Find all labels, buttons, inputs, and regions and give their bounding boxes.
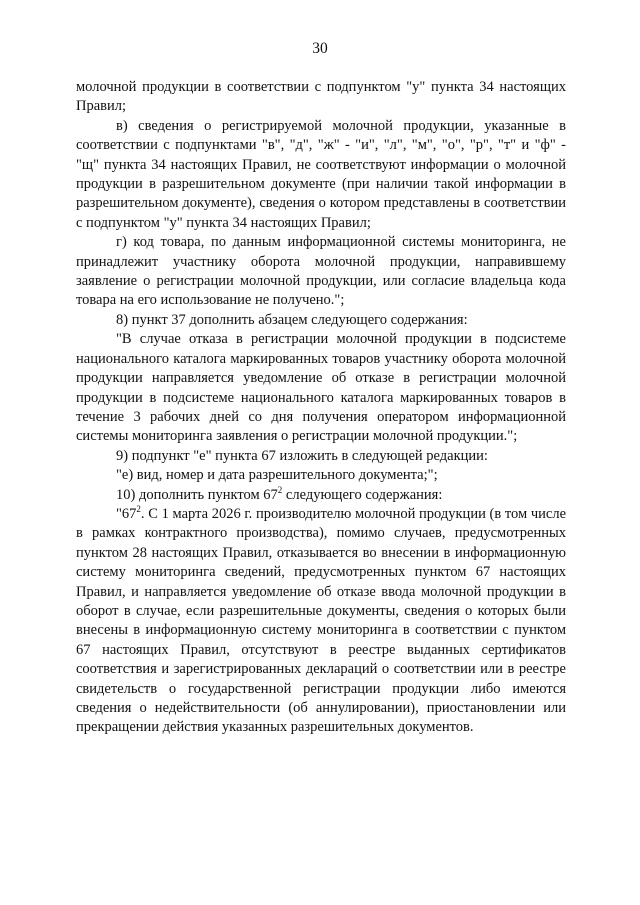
page-number: 30 [312, 40, 328, 57]
paragraph-continuation: молочной продукции в соответствии с подпунктом "у" пункта 34 настоящих Правил; [76, 79, 566, 115]
item-10-text-start: 10) дополнить пунктом 67 [116, 486, 278, 503]
paragraph-item-9: 9) подпункт "е" пункта 67 изложить в следующей редакции: [116, 447, 488, 464]
paragraph-quote-67-2 [76, 505, 566, 738]
paragraph-item-10 [76, 486, 566, 505]
quote-67-2-start: "67 [116, 505, 137, 522]
item-10-superscript: 2 [277, 484, 283, 495]
document-body [76, 78, 566, 738]
paragraph-item-v: в) сведения о регистрируемой молочной продукции, указанные в соответствии с подпунктами "в", "д", "ж" - "и", "л", "м", "о", "р", "т" и "ф" - "щ" пункта 34 настоящих Правил, не соответствуют информации о молочной продукции в разрешительном документе (при наличии такой информации в разрешительном документе), сведения о котором представлены в соответствии с подпунктом "у" пункта 34 настоящих Правил; [76, 117, 566, 231]
quote-67-2-superscript: 2 [136, 504, 141, 515]
paragraph-quote-37: "В случае отказа в регистрации молочной продукции в подсистеме национального каталога маркированных товаров участнику оборота молочной продукции направляется уведомление об отказе в регистрации молочной продукции в подсистеме национального каталога маркированных товаров в течение 3 рабочих дней со дня получения оператором информационной системы мониторинга заявления о регистрации молочной продукции."; [76, 331, 566, 445]
quote-67-2-text: . С 1 марта 2026 г. производителю молочной продукции (в том числе в рамках контрактного производства), помимо случаев, предусмотренных пунктом 28 настоящих Правил, отказывается во внесении в информационную систему мониторинга сведений, предусмотренных пунктом 67 настоящих Правил, и направляется уведомление об отказе ввода молочной продукции в оборот в случае, если разрешительные документы, сведения о которых были внесены в информационную систему мониторинга в соответствии с пунктом 67 настоящих Правил, отсутствуют в реестре выданных сертификатов соответствия и зарегистрированных деклараций о соответствии или в реестре свидетельств о государственной регистрации продукции либо имеются сведения о недействительности (об аннулировании), приостановлении или прекращении действия указанных разрешительных документов. [76, 505, 566, 736]
paragraph-item-g: г) код товара, по данным информационной системы мониторинга, не принадлежит участнику оборота молочной продукции, направившему заявление о регистрации молочной продукции, или согласие владельца кода товара на его использование не получено."; [76, 234, 566, 309]
paragraph-quote-e: "е) вид, номер и дата разрешительного документа;"; [116, 467, 438, 484]
item-10-text-end: следующего содержания: [282, 486, 443, 503]
paragraph-item-8: 8) пункт 37 дополнить абзацем следующего содержания: [116, 311, 468, 328]
